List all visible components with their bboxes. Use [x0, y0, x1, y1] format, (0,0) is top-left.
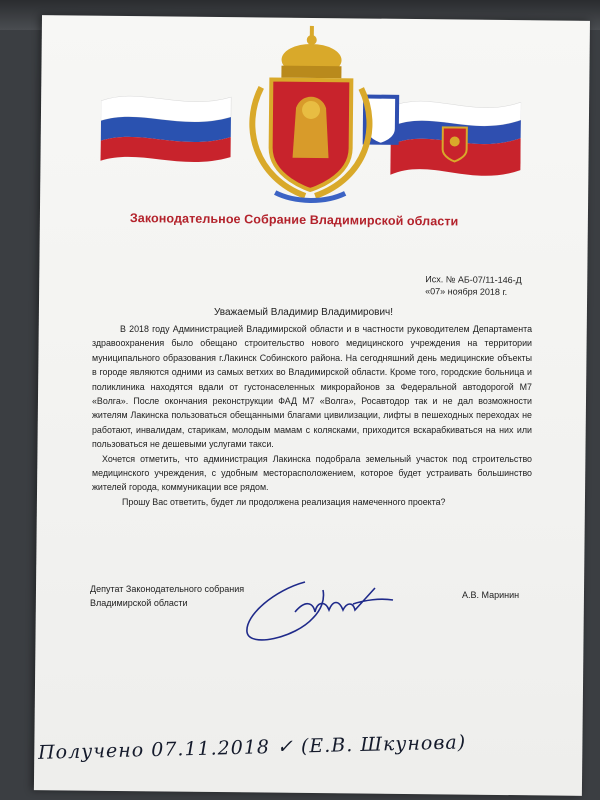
- signatory-name: А.В. Маринин: [462, 590, 520, 600]
- signatory-position: [90, 582, 244, 610]
- paragraph-1: В 2018 году Администрацией Владимирской области и в частности руководителем Департамента здравоохранения было обещано строительство нового медицинского учреждения на территории муниципального образования г.Лакинск Собинского района. На сегодняшний день медицинские объекты в городе являются одними из самых ветхих во Владимирской области. Кроме того, городские больница и поликлиника находятся вдали от густонаселенных микрорайонов за Федеральной автодорогой М7 «Волга». После окончания реконструкции ФАД М7 «Волга», Росавтодор так и не дал возможности жителям Лакинска пользоваться обещанными благами цивилизации, лифты в пешеходных переходах не работают, инвалидам, старикам, молодым мамам с колясками, приходится вскарабкиваться на них или пользоваться не дешевыми услугами такси.: [92, 324, 532, 450]
- position-line-2: Владимирской области: [90, 598, 188, 608]
- signature-scribble: [235, 560, 395, 650]
- paragraph-2: Хочется отметить, что администрация Лакинска подобрала земельный участок под строительство медицинского учреждения, с удобным месторасположением, которое будет устраивать большинство жителей города, коммуникации все рядом.: [92, 453, 532, 493]
- letter-greeting: Уважаемый Владимир Владимирович!: [214, 307, 394, 318]
- outgoing-date: «07» ноября 2018 г.: [425, 286, 508, 298]
- position-line-1: Депутат Законодательного собрания: [90, 584, 245, 594]
- paragraph-3: Прошу Вас ответить, будет ли продолжена реализация намеченного проекта?: [122, 496, 446, 507]
- letter-body: [92, 322, 532, 509]
- outgoing-reference: [425, 273, 522, 298]
- parliament-title: Законодательное Собрание Владимирской области: [129, 211, 459, 229]
- handwritten-receipt-note: Получено 07.11.2018 ✓ (Е.В. Шкунова): [37, 731, 467, 764]
- letterhead-emblem: [100, 16, 522, 210]
- outgoing-number: Исх. № АБ-07/11-146-Д: [425, 274, 522, 286]
